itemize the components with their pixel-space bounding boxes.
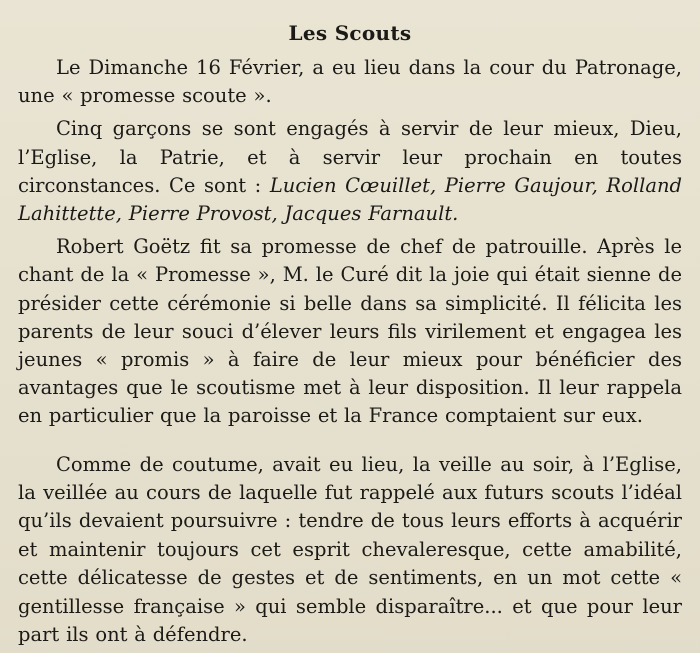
scout-names: Lucien Cœuillet, Pierre Gaujour, Rolland Lahittette, Pierre Provost, Jacques Farnault. [18,173,682,226]
article-title: Les Scouts [288,21,412,45]
paragraph-engagement [18,115,682,228]
paragraph-veillee: Comme de coutume, avait eu lieu, la veille au soir, à l’Eglise, la veillée au cours de laquelle fut rappelé aux futurs scouts l’idéal qu’ils devaient poursuivre : tendre de tous leurs efforts à acquérir et maintenir toujours cet esprit chevaleresque, cette amabilité, cette délicatesse de gestes et de sentiments, en un mot cette « gentillesse française » qui semble disparaître... et que pour leur part ils ont à défendre. [18,452,682,647]
paragraph-ceremonie: Robert Goëtz fit sa promesse de chef de patrouille. Après le chant de la « Promesse », M. le Curé dit la joie qui était sienne de présider cette cérémonie si belle dans sa simplicité. Il félicita les parents de leur souci d’élever leurs fils virilement et engagea les jeunes « promis » à faire de leur mieux pour bénéficier des avantages que le scoutisme met à leur disposition. Il leur rappela en particulier que la paroisse et la France comptaient sur eux. [18,235,682,428]
engagement-text: Cinq garçons se sont engagés à servir de leur mieux, Dieu, l’Eglise, la Patrie, et à servir leur prochain en toutes circonstances. Ce sont : [18,117,682,197]
paragraph-promesse: Le Dimanche 16 Février, a eu lieu dans la cour du Patronage, une « promesse scoute ». [18,56,682,108]
